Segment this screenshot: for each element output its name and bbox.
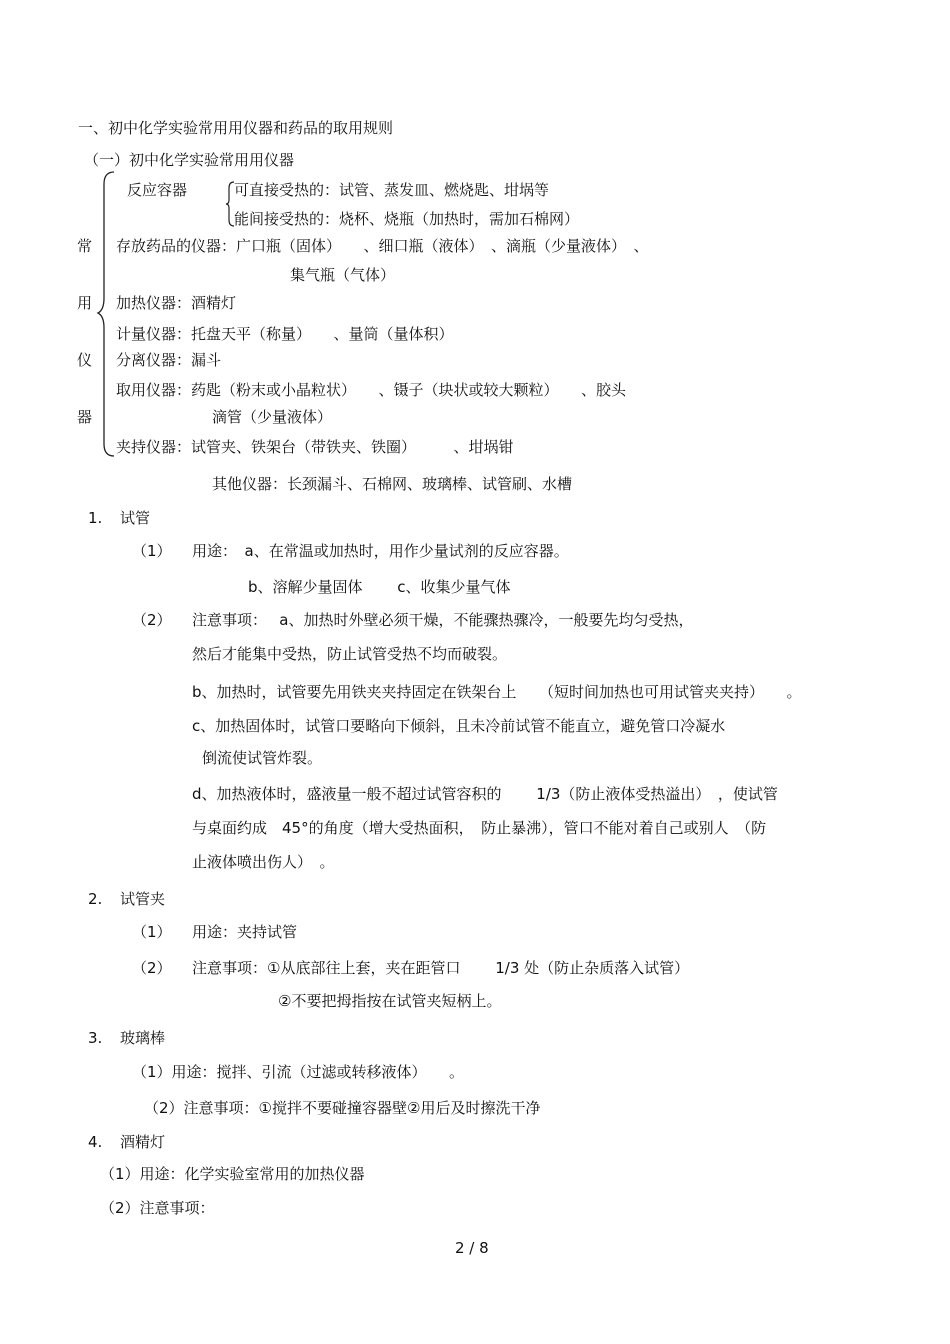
main-brace: [96, 170, 118, 460]
holding-line: 夹持仪器：试管夹、铁架台（带铁夹、铁圈） 、坩埚钳: [116, 438, 514, 456]
s2-number: 2.: [88, 890, 103, 908]
s3-number: 3.: [88, 1029, 103, 1047]
s1-title: 试管: [120, 509, 151, 527]
category-char-4: 器: [77, 408, 93, 426]
category-char-2: 用: [77, 294, 93, 312]
s2-p2-line2: ②不要把拇指按在试管夹短柄上。: [278, 992, 502, 1010]
s2-title: 试管夹: [120, 890, 166, 908]
s3-line2: （2）注意事项：①搅拌不要碰撞容器壁②用后及时擦洗干净: [144, 1099, 541, 1117]
measuring-line: 计量仪器：托盘天平（称量） 、量筒（量体积）: [116, 325, 454, 343]
s2-p2-number: （2）: [132, 959, 172, 977]
s2-p2-line1: 注意事项：①从底部往上套，夹在距管口 1/3 处（防止杂质落入试管）: [192, 959, 690, 977]
s2-p1-number: （1）: [132, 923, 172, 941]
page-number: 2 / 8: [455, 1239, 489, 1257]
s4-number: 4.: [88, 1133, 103, 1151]
s1-c-line2: 倒流使试管炸裂。: [202, 749, 323, 767]
s4-title: 酒精灯: [120, 1133, 166, 1151]
taking-line1: 取用仪器：药匙（粉末或小晶粒状） 、镊子（块状或较大颗粒） 、胶头: [116, 381, 627, 399]
separating-line: 分离仪器：漏斗: [116, 351, 222, 369]
s1-d-line3: 止液体喷出伤人） 。: [192, 853, 335, 871]
s1-d-line1: d、加热液体时，盛液量一般不超过试管容积的 1/3（防止液体受热溢出） ，使试管: [192, 785, 778, 803]
s1-b-line: b、加热时，试管要先用铁夹夹持固定在铁架台上 （短时间加热也可用试管夹夹持） 。: [192, 683, 802, 701]
heating-line: 加热仪器：酒精灯: [116, 294, 237, 312]
s1-c-line1: c、加热固体时，试管口要略向下倾斜，且未冷前试管不能直立，避免管口冷凝水: [192, 717, 726, 735]
s1-p1-number: （1）: [132, 542, 172, 560]
storage-line2: 集气瓶（气体）: [290, 266, 396, 284]
s1-d-line2: 与桌面约成 45°的角度（增大受热面积， 防止暴沸），管口不能对着自己或别人 （防: [192, 819, 767, 837]
s1-p2-number: （2）: [132, 611, 172, 629]
reaction-label: 反应容器: [127, 181, 188, 199]
s1-number: 1.: [88, 509, 103, 527]
s1-p1-line1: 用途： a、在常温或加热时，用作少量试剂的反应容器。: [192, 542, 569, 560]
s3-line1: （1）用途：搅拌、引流（过滤或转移液体） 。: [132, 1063, 465, 1081]
heading: 一、初中化学实验常用用仪器和药品的取用规则: [78, 119, 394, 137]
category-char-3: 仪: [77, 351, 93, 369]
taking-line2: 滴管（少量液体）: [212, 408, 333, 426]
s4-line2: （2）注意事项：: [100, 1199, 215, 1217]
category-char-1: 常: [77, 237, 93, 255]
other-line: 其他仪器：长颈漏斗、石棉网、玻璃棒、试管刷、水槽: [212, 475, 573, 493]
s2-p1-line: 用途：夹持试管: [192, 923, 298, 941]
reaction-direct: 可直接受热的：试管、蒸发皿、燃烧匙、坩埚等: [234, 181, 550, 199]
s1-p1-line2: b、溶解少量固体 c、收集少量气体: [248, 578, 511, 596]
storage-line1: 存放药品的仪器：广口瓶（固体） 、细口瓶（液体） 、滴瓶（少量液体） 、: [116, 237, 649, 255]
subheading: （一）初中化学实验常用用仪器: [84, 151, 295, 169]
s1-p2-line1: 注意事项： a、加热时外壁必须干燥，不能骤热骤冷，一般要先均匀受热，: [192, 611, 694, 629]
s1-p2-line2: 然后才能集中受热，防止试管受热不均而破裂。: [192, 645, 508, 663]
s3-title: 玻璃棒: [120, 1029, 166, 1047]
reaction-indirect: 能间接受热的：烧杯、烧瓶（加热时，需加石棉网）: [234, 210, 580, 228]
s4-line1: （1）用途：化学实验室常用的加热仪器: [100, 1165, 365, 1183]
